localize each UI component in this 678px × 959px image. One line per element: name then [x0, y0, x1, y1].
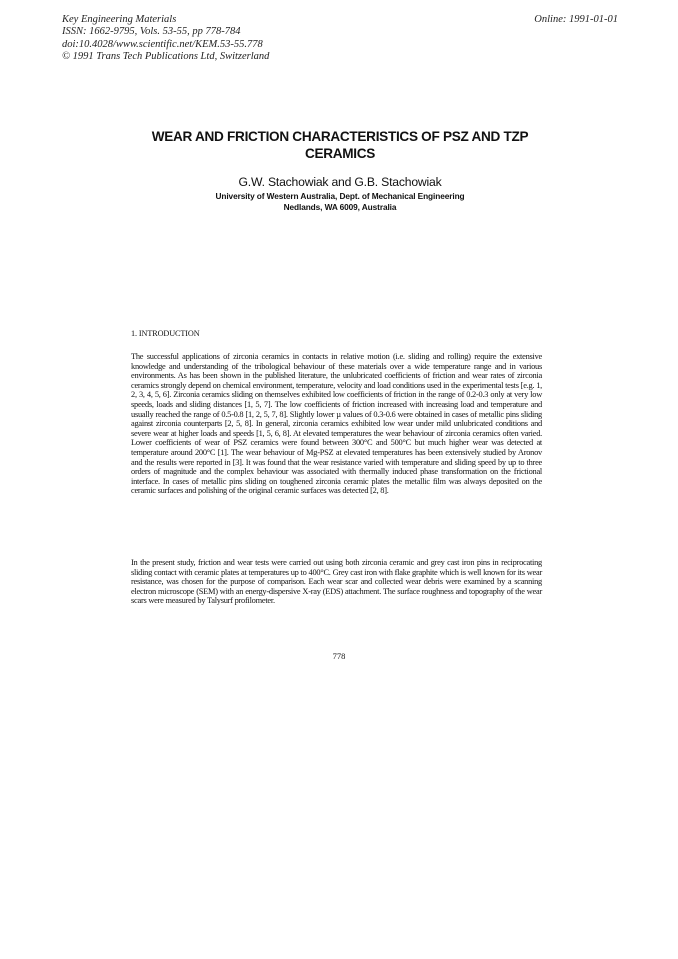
copyright-line: © 1991 Trans Tech Publications Ltd, Switzerland [62, 51, 270, 63]
title-line-1: WEAR AND FRICTION CHARACTERISTICS OF PSZ AND TZP [151, 129, 529, 144]
page-number: 778 [332, 651, 346, 661]
online-date: Online: 1991-01-01 [534, 14, 618, 25]
intro-paragraph-1: The successful applications of zirconia ceramics in contacts in relative motion (i.e. sliding and rolling) require the extensive knowledge and understanding of the tribological behaviour of these materials over a wide temperature range and in various environments. As has been shown in the published literature, the unlubricated coefficients of friction and wear rates of zirconia ceramics strongly depend on chemical environment, temperature, velocity and load conditions used in the experimental tests [e.g. 1, 2, 3, 4, 5, 6]. Zirconia ceramics sliding on themselves exhibited low coefficients of friction in the range of 0.2-0.3 only at very low speeds, loads and sliding distances [1, 5, 7]. The low coefficients of friction increased with increasing load and temperature and usually reached the range of 0.5-0.8 [1, 2, 5, 7, 8]. Slightly lower µ values of 0.3-0.6 were obtained in cases of metallic pins sliding against zirconia counterparts [2, 5, 8]. In general, zirconia ceramics exhibited low wear under mild unlubricated conditions and severe wear at higher loads and speeds [1, 5, 6, 8]. At elevated temperatures the wear behaviour of zirconia ceramics often varied. Lower coefficients of wear of PSZ ceramics were found between 300°C and 500°C but much higher wear was detected at temperature around 200°C [1]. The wear behaviour of Mg-PSZ at elevated temperatures has been extensively studied by Aronov and the results were reported in [3]. It was found that the wear resistance varied with temperature and sliding speed by up to three orders of magnitude and the complex behaviour was associated with thermally induced phase transformation on the frictional interface. In cases of metallic pins sliding on toughened zirconia ceramic plates the metallic film was always deposited on the ceramic surfaces and polishing of the original ceramic surfaces was detected [2, 8]. [131, 352, 542, 496]
intro-paragraph-2: In the present study, friction and wear tests were carried out using both zirconia ceramic and grey cast iron pins in reciprocating sliding contact with ceramic plates at temperatures up to 400°C. Grey cast iron with flake graphite which is well known for its wear resistance, was chosen for the purpose of comparison. Each wear scar and collected wear debris were examined by a scanning electron microscope (SEM) with an energy-dispersive X-ray (EDS) attachment. The surface roughness and topography of the wear scars were measured by Talysurf profilometer. [131, 558, 542, 606]
citation-header [62, 14, 618, 64]
author-list: G.W. Stachowiak and G.B. Stachowiak [238, 175, 442, 189]
issn-line: ISSN: 1662-9795, Vols. 53-55, pp 778-784 [62, 26, 241, 38]
section-heading: 1. INTRODUCTION [131, 329, 200, 338]
title-line-2: CERAMICS [304, 146, 376, 161]
affiliation-line-1: University of Western Australia, Dept. of Mechanical Engineering [215, 191, 465, 201]
affiliation [130, 191, 550, 213]
paper-title [130, 128, 550, 162]
affiliation-line-2: Nedlands, WA 6009, Australia [283, 202, 397, 212]
doi-link[interactable]: doi:10.4028/www.scientific.net/KEM.53-55.778 [62, 38, 263, 50]
journal-name: Key Engineering Materials [62, 14, 177, 25]
